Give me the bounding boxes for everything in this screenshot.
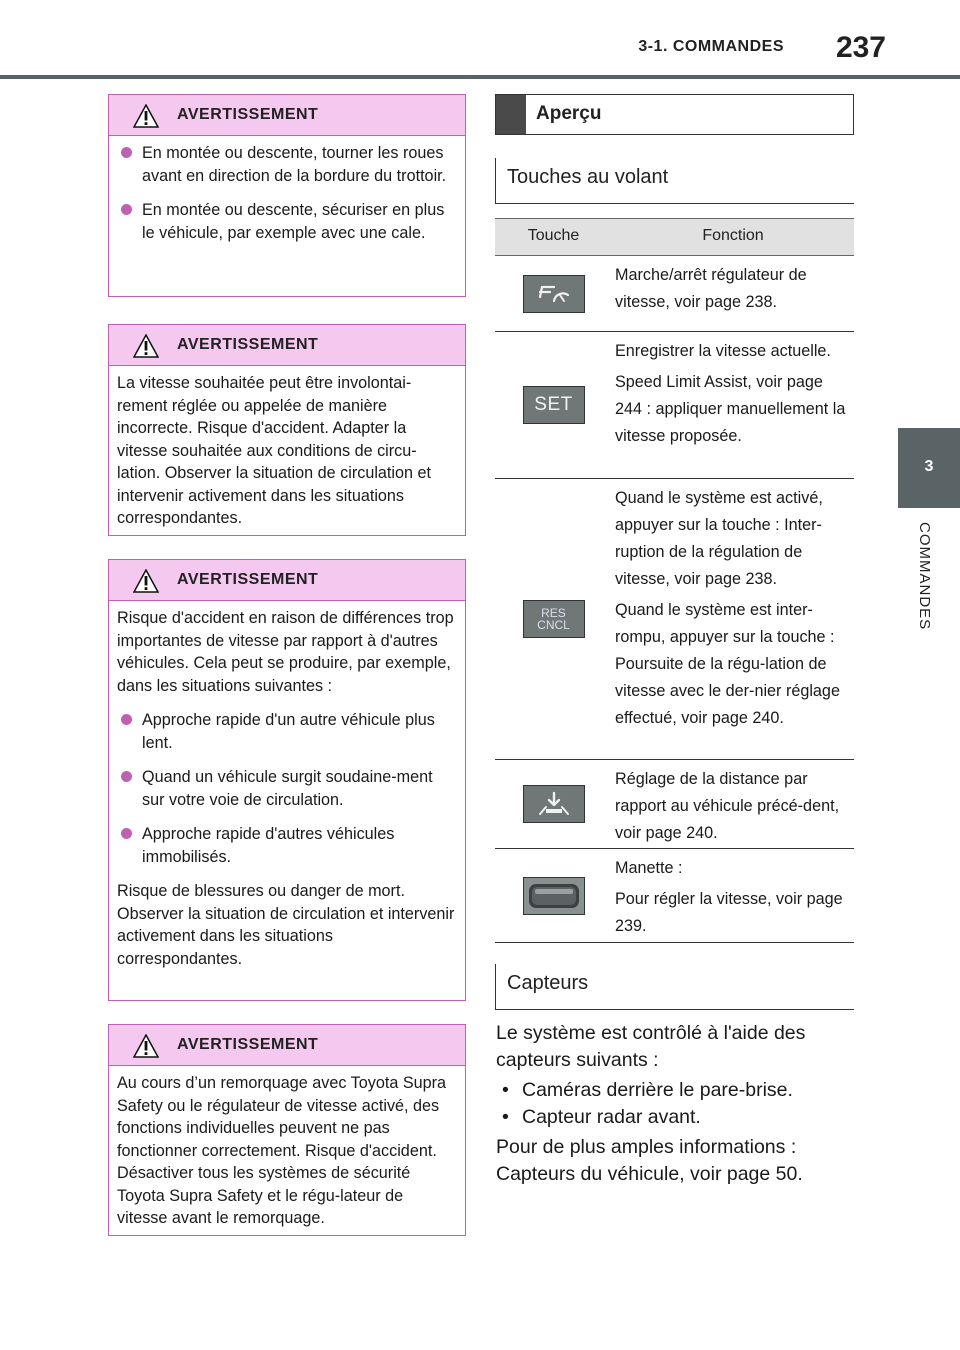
distance-icon (523, 785, 585, 823)
table-row (495, 256, 854, 332)
warning-bullet: Approche rapide d'un autre véhicule plus lent. (117, 709, 457, 754)
warning-box-3 (108, 559, 466, 1001)
function-text: Manette : (615, 859, 683, 877)
col-header-function: Fonction (702, 227, 764, 244)
warning-title: AVERTISSEMENT (177, 1036, 319, 1053)
touches-heading (495, 158, 854, 204)
res-label: RES (541, 606, 566, 620)
warning-header (109, 95, 465, 136)
function-text: Quand le système est inter-rompu, appuyer sur la touche : Poursuite de la régu-lation de vitesse avec le der-nier réglage effectué, voir page 240. (615, 601, 840, 727)
cruise-onoff-icon (523, 275, 585, 313)
warning-title: AVERTISSEMENT (177, 336, 319, 353)
table-row (495, 332, 854, 479)
function-text: Speed Limit Assist, voir page 244 : appliquer manuellement la vitesse proposée. (615, 373, 846, 445)
set-icon: SET (523, 386, 585, 424)
table-row (495, 760, 854, 849)
function-text: Enregistrer la vitesse actuelle. (615, 342, 831, 360)
chapter-tab (898, 428, 960, 508)
function-text: Quand le système est activé, appuyer sur la touche : Inter-ruption de la régulation de vitesse, voir page 238. (615, 489, 823, 588)
function-text: Pour régler la vitesse, voir page 239. (615, 890, 843, 935)
warning-paragraph: La vitesse souhaitée peut être involontai-rement réglée ou appelée de manière incorrecte. Risque d'accident. Adapter la vitesse souhaitée aux conditions de circu-lation. Observer la situation de circulation et intervenir activement dans les situations correspondantes. (117, 374, 432, 527)
warning-bullet: Approche rapide d'autres véhicules immobilisés. (117, 823, 457, 868)
warning-outro: Risque de blessures ou danger de mort. Observer la situation de circulation et intervenir activement dans les situations correspondantes. (117, 882, 455, 968)
warning-bullet: En montée ou descente, sécuriser en plus le véhicule, par exemple avec une cale. (117, 199, 457, 244)
warning-header (109, 1025, 465, 1066)
page-number: 237 (835, 31, 886, 64)
warning-triangle-icon (133, 104, 159, 128)
table-row (495, 849, 854, 943)
warning-triangle-icon (133, 334, 159, 358)
page-header (0, 0, 960, 80)
function-text: Marche/arrêt régulateur de vitesse, voir page 238. (615, 266, 807, 311)
section-title: 3-1. COMMANDES (638, 38, 784, 55)
header-rule (0, 75, 960, 79)
cncl-label: CNCL (537, 618, 570, 632)
capteurs-body (496, 1020, 856, 1191)
chapter-label: COMMANDES (916, 522, 933, 631)
warning-bullet: Quand un véhicule surgit soudaine-ment sur votre voie de circulation. (117, 766, 457, 811)
apercu-heading (495, 94, 854, 135)
capteurs-outro: Pour de plus amples informations : Capteurs du véhicule, voir page 50. (496, 1136, 803, 1185)
list-item: • Capteur radar avant. (496, 1104, 856, 1131)
chapter-number: 3 (924, 458, 934, 475)
list-item: • Caméras derrière le pare-brise. (496, 1077, 856, 1104)
warning-paragraph: Au cours d’un remorquage avec Toyota Supra Safety ou le régulateur de vitesse activé, des fonctions individuelles peuvent ne pas fonctionner correctement. Risque d'accident. Désactiver tous les systèmes de sécurité Toyota Supra Safety et le régu-lateur de vitesse avant le remorquage. (117, 1074, 447, 1227)
apercu-title: Aperçu (536, 103, 602, 124)
table-row (495, 479, 854, 760)
apercu-bar (496, 95, 526, 134)
capteurs-intro: Le système est contrôlé à l'aide des capteurs suivants : (496, 1022, 806, 1071)
table-header (495, 218, 854, 256)
col-header-key: Touche (527, 227, 580, 244)
res-cncl-icon (523, 600, 585, 638)
warning-triangle-icon (133, 569, 159, 593)
warning-header (109, 325, 465, 366)
warning-box-4 (108, 1024, 466, 1236)
warning-header (109, 560, 465, 601)
capteurs-heading (495, 964, 854, 1010)
warning-bullet: En montée ou descente, tourner les roues avant en direction de la bordure du trottoir. (117, 142, 457, 187)
warning-box-1 (108, 94, 466, 297)
buttons-table (495, 218, 854, 943)
warning-title: AVERTISSEMENT (177, 571, 319, 588)
warning-intro: Risque d'accident en raison de différences trop importantes de vitesse par rapport à d'autres véhicules. Cela peut se produire, par exemple, dans les situations suivantes : (117, 609, 454, 695)
function-text: Réglage de la distance par rapport au véhicule précé-dent, voir page 240. (615, 770, 840, 842)
touches-heading-text: Touches au volant (507, 166, 669, 188)
capteurs-heading-text: Capteurs (507, 972, 589, 994)
warning-box-2 (108, 324, 466, 536)
warning-title: AVERTISSEMENT (177, 106, 319, 123)
warning-triangle-icon (133, 1034, 159, 1058)
rocker-lever-icon (523, 877, 585, 915)
